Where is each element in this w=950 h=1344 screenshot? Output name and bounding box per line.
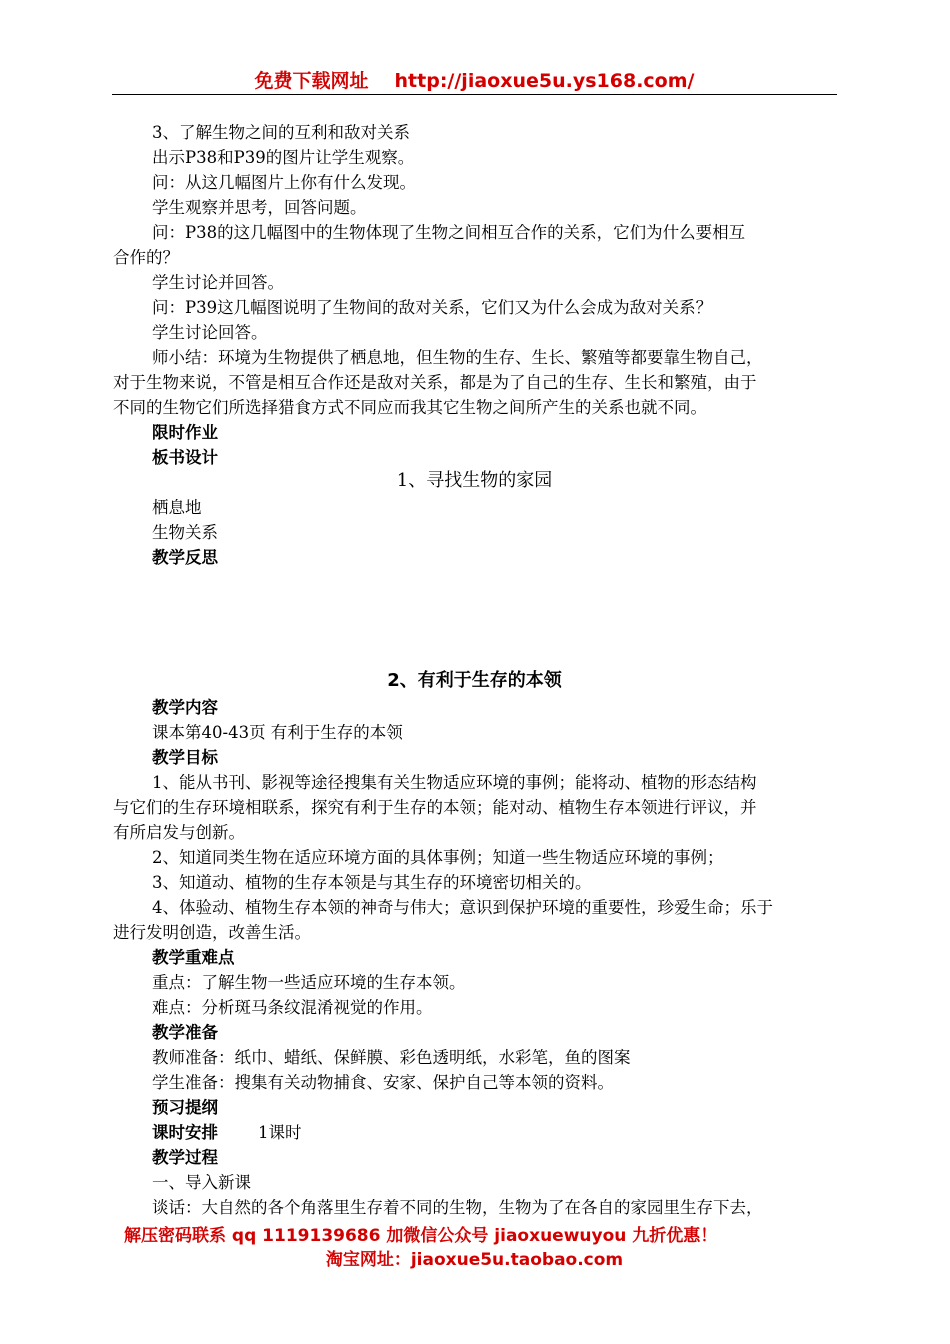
section-heading: 板书设计 (152, 448, 218, 467)
text-line: 学生准备：搜集有关动物捕食、安家、保护自己等本领的资料。 (152, 1073, 614, 1092)
lesson-title: 2、有利于生存的本领 (387, 670, 562, 691)
section-heading: 教学反思 (152, 548, 218, 567)
section-heading: 教学过程 (152, 1148, 218, 1167)
text-line: 与它们的生存环境相联系，探究有利于生存的本领；能对动、植物生存本领进行评议，并 (113, 798, 757, 817)
header-label: 免费下载网址 (254, 70, 369, 92)
text-line: 1、能从书刊、影视等途径搜集有关生物适应环境的事例；能将动、植物的形态结构 (152, 773, 757, 792)
text-line: 问：P39这几幅图说明了生物间的敌对关系，它们又为什么会成为敌对关系？ (152, 298, 713, 317)
section-heading: 教学准备 (152, 1023, 218, 1042)
text-line: 学生讨论并回答。 (152, 273, 284, 292)
text-line: 4、体验动、植物生存本领的神奇与伟大；意识到保护环境的重要性，珍爱生命；乐于 (152, 898, 773, 917)
page-header (112, 66, 837, 93)
board-title: 1、寻找生物的家园 (396, 470, 553, 491)
footer-contact: 解压密码联系 qq 1119139686 加微信公众号 jiaoxuewuyou 九折优惠！ (124, 1226, 718, 1246)
text-line: 教师准备：纸巾、蜡纸、保鲜膜、彩色透明纸，水彩笔，鱼的图案 (152, 1048, 631, 1067)
text-line: 有所启发与创新。 (113, 823, 245, 842)
text-line: 问：从这几幅图片上你有什么发现。 (152, 173, 416, 192)
text-line: 生物关系 (152, 523, 218, 542)
class-hours-value: 1课时 (258, 1123, 302, 1142)
text-line: 不同的生物它们所选择猎食方式不同应而我其它生物之间所产生的关系也就不同。 (113, 398, 707, 417)
text-line: 栖息地 (152, 498, 202, 517)
header-url-link[interactable]: http://jiaoxue5u.ys168.com/ (394, 70, 695, 92)
text-line: 3、知道动、植物的生存本领是与其生存的环境密切相关的。 (152, 873, 592, 892)
text-line: 谈话：大自然的各个角落里生存着不同的生物，生物为了在各自的家园里生存下去， (152, 1198, 763, 1217)
text-line: 课本第40-43页 有利于生存的本领 (152, 723, 403, 742)
text-line: 一、导入新课 (152, 1173, 251, 1192)
text-line: 学生观察并思考，回答问题。 (152, 198, 367, 217)
text-line: 难点：分析斑马条纹混淆视觉的作用。 (152, 998, 433, 1017)
text-line: 合作的？ (113, 248, 179, 267)
text-line: 重点：了解生物一些适应环境的生存本领。 (152, 973, 466, 992)
text-line: 对于生物来说，不管是相互合作还是敌对关系，都是为了自己的生存、生长和繁殖，由于 (113, 373, 757, 392)
text-line: 3、了解生物之间的互利和敌对关系 (152, 123, 410, 142)
section-heading: 预习提纲 (152, 1098, 218, 1117)
text-line: 学生讨论回答。 (152, 323, 268, 342)
section-heading: 教学内容 (152, 698, 218, 717)
text-line: 出示P38和P39的图片让学生观察。 (152, 148, 415, 167)
section-heading: 限时作业 (152, 423, 218, 442)
text-line: 师小结：环境为生物提供了栖息地，但生物的生存、生长、繁殖等都要靠生物自己， (152, 348, 763, 367)
section-heading: 课时安排 (152, 1123, 218, 1142)
section-heading: 教学重难点 (152, 948, 235, 967)
section-heading: 教学目标 (152, 748, 218, 767)
text-line: 进行发明创造，改善生活。 (113, 923, 311, 942)
footer-shop-link[interactable]: 淘宝网址：jiaoxue5u.taobao.com (325, 1250, 624, 1270)
header-divider (112, 94, 837, 95)
text-line: 2、知道同类生物在适应环境方面的具体事例；知道一些生物适应环境的事例； (152, 848, 724, 867)
text-line: 问：P38的这几幅图中的生物体现了生物之间相互合作的关系，它们为什么要相互 (152, 223, 746, 242)
